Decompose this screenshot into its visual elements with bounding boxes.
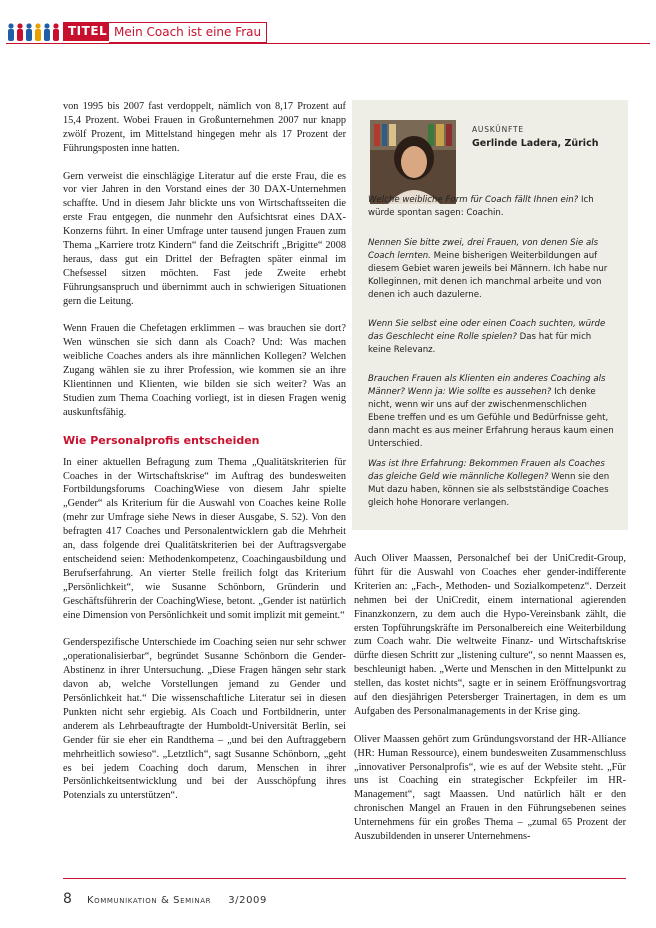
paragraph: Gern verweist die einschlägige Literatur auf die erste Frau, die es vor vier Jahren in den Vorstand eines der 30 DAX-Unternehmen schaffte. Und in diesem Jahr blickte uns von Wirtschaftsseiten die erste Frau entgegen, die nunmehr den Aufsichtsrat eines DAX-Konzerns führt. In einer Umfrage unter tausend jungen Frauen zum Thema „Karriere trotz Kindern“ fand die Zeitschrift „Brigitte“ 2008 heraus, dass gut ein Drittel der Befragten später einmal im Chefsessel sitzen möchten. Fast jede Zweite erhebt Führungsanspruch und übernimmt auch in schwierigen Situationen gern die Leitung. <box>63 170 346 307</box>
issue-number: 3/2009 <box>228 895 267 906</box>
page-header <box>0 18 656 52</box>
answer: Das hat für mich keine Relevanz. <box>368 331 592 355</box>
paragraph: Oliver Maassen gehört zum Gründungsvorstand der HR-Alliance (HR: Human Ressource), einem bundesweiten Zusammenschluss „innovativer Personalprofis“, wie es auf der Website steht. „Für uns ist Coaching ein strategischer Eckpfeiler im HR-Management“, sagt Maassen. Und natürlich hält er den chronischen Mangel an Frauen in den Führungsebenen seines Unternehmens für ein großes Thema – „zumal 65 Prozent der Auszubildenden in unserer Unternehmens- <box>354 733 626 843</box>
question: Nennen Sie bitte zwei, drei Frauen, von denen Sie als Coach lernten. <box>368 238 599 261</box>
header-title: Mein Coach ist eine Frau <box>109 22 267 43</box>
answer: Ich würde spontan sagen: Coachin. <box>368 195 594 218</box>
qa-item <box>368 318 614 357</box>
question: Brauchen Frauen als Klienten ein anderes Coaching als Männer? Wenn ja: Wie sollte es aussehen? <box>368 374 606 397</box>
answer: Ich denke nicht, wenn wir uns auf der zwischenmenschlichen Ebene treffen und es um Gefühle und Bedürfnisse geht, dann macht es aus meiner Erfahrung heraus kaum einen Unterschied. <box>368 386 614 449</box>
interviewee-name: Gerlinde Ladera, Zürich <box>472 138 599 149</box>
question: Welche weibliche Form für Coach fällt Ihnen ein? <box>368 195 579 205</box>
question: Was ist Ihre Erfahrung: Bekommen Frauen als Coaches das gleiche Geld wie männliche Kollegen? <box>368 459 605 482</box>
box-label: AUSKÜNFTE <box>472 125 524 134</box>
qa-item <box>368 373 614 450</box>
answer: Meine bisherigen Weiterbildungen auf diesem Gebiet waren jeweils bei Männern. Ich habe nur Kolleginnen, mit denen ich manchmal arbeite und von denen ich auch dazulerne. <box>368 250 608 300</box>
people-logo-icon <box>6 21 62 43</box>
section-subheading: Wie Personalprofis entscheiden <box>63 433 260 447</box>
header-divider <box>6 43 650 44</box>
magazine-name: Kommunikation & Seminar <box>87 895 212 906</box>
paragraph: In einer aktuellen Befragung zum Thema „Qualitätskriterien für Coaches in der Wirtschaftskrise“ im Auftrag des bundesweiten Fortbildungsforums CoachingWiese von diesem Jahr spielte „Gender“ als Kriterium für die Auswahl von Coaches keine Rolle (mehr zur Umfrage siehe News in dieser Ausgabe, S. 52). Von den befragten 417 Coaches und Personalentwicklern gab die Mehrheit an, dass folgende drei Qualitätskriterien bei der Auftragsvergabe entscheidend seien: Methodenkompetenz, Coachingausbildung und Berufserfahrung. An vierter Stelle freilich folgt das Kriterium „Persönlichkeit“, wie Susanne Schönborn, Gründerin und Geschäftsführerin der CoachingWiese, betont. „Gender ist natürlich eine Dimension von Persönlichkeit und somit implizit mit gemeint.“ <box>63 456 346 621</box>
portrait-photo <box>370 120 456 204</box>
paragraph: Genderspezifische Unterschiede im Coaching seien nur sehr schwer „operationalisierbar“, begründet Susanne Schönborn die Gender-Abstinenz in ihrer Untersuchung. „Diese Fragen hängen sehr stark davon ab, welche Vorstellungen jemand zu Gender und Persönlichkeit hat.“ Die wissenschaftliche Literatur sei in diesen Punkten nicht sehr ergiebig. Als Coach und Fortbildnerin, unter anderem als Lehrbeauftragte der Humboldt-Universität Berlin, sei Gender für sie eher ein Randthema – „und bei den Auftraggebern mehrheitlich sowieso“. „Letztlich“, sagt Susanne Schönborn, „geht es bei jedem Coaching doch darum, Menschen in ihrer Persönlichkeitsentwicklung und bei der Ausschöpfung ihres Potenzials zu unterstützen“. <box>63 637 346 802</box>
paragraph: Wenn Frauen die Chefetagen erklimmen – was brauchen sie dort? Wen wünschen sie sich dann als Coach? Und: Was machen weibliche Coaches anders als ihre männlichen Kollegen? Welchen Zugang wählen sie zu ihrer Profession, wie kommen sie an ihre Klientinnen und Klienten, wie bilden sie sich weiter? Was an Studien zum Thema Coaching vorliegt, ist in diesen Fragen wenig auskunftsfähig. <box>63 323 346 418</box>
page-footer <box>63 888 267 907</box>
left-column <box>63 100 346 817</box>
qa-item <box>368 458 614 510</box>
answer: Wenn sie den Mut dazu haben, können sie als selbstständige Coaches gleich hohe Honorare verlangen. <box>368 471 610 508</box>
question: Wenn Sie selbst eine oder einen Coach suchten, würde das Geschlecht eine Rolle spielen? <box>368 319 606 342</box>
paragraph: Auch Oliver Maassen, Personalchef bei der UniCredit-Group, führt für die Auswahl von Coaches eher gender-indifferente Kriterien an: „Fach-, Methoden- und Sozialkompetenz“. Derzeit nehmen bei der UniCredit, einem international agierenden Finanzkonzern, zu dem auch die Hypo-Vereinsbank zählt, die ersten Topführungskräfte im Personalbereich eine Weiterbildung zum Coach wahr. Die weltweite Finanz- und Wirtschaftskrise dürfte diesen Schritt zur „listening culture“, so nennt Maassen es, beschleunigt haben. „Werte und Menschen in den Mittelpunkt zu stellen, das kostet nichts“, sagte er in seinem Eröffnungsvortrag auf den diesjährigen Petersberger Trainertagen, in dem es um Aufgaben des Personalmanagements in der Krise ging. <box>354 553 626 717</box>
section-badge: TITEL <box>63 22 112 41</box>
interview-box <box>352 100 628 530</box>
page-number: 8 <box>63 891 72 907</box>
footer-divider <box>63 878 626 879</box>
qa-item <box>368 194 614 220</box>
paragraph: von 1995 bis 2007 fast verdoppelt, nämlich von 8,17 Prozent auf 15,4 Prozent. Wobei Frauen in Großunternehmen 2007 nur knapp zwölf Prozent, im Mittelstand hingegen mehr als 17 Prozent der Führungsposten inne hatten. <box>63 101 346 154</box>
right-column <box>354 552 626 858</box>
qa-item <box>368 237 614 302</box>
